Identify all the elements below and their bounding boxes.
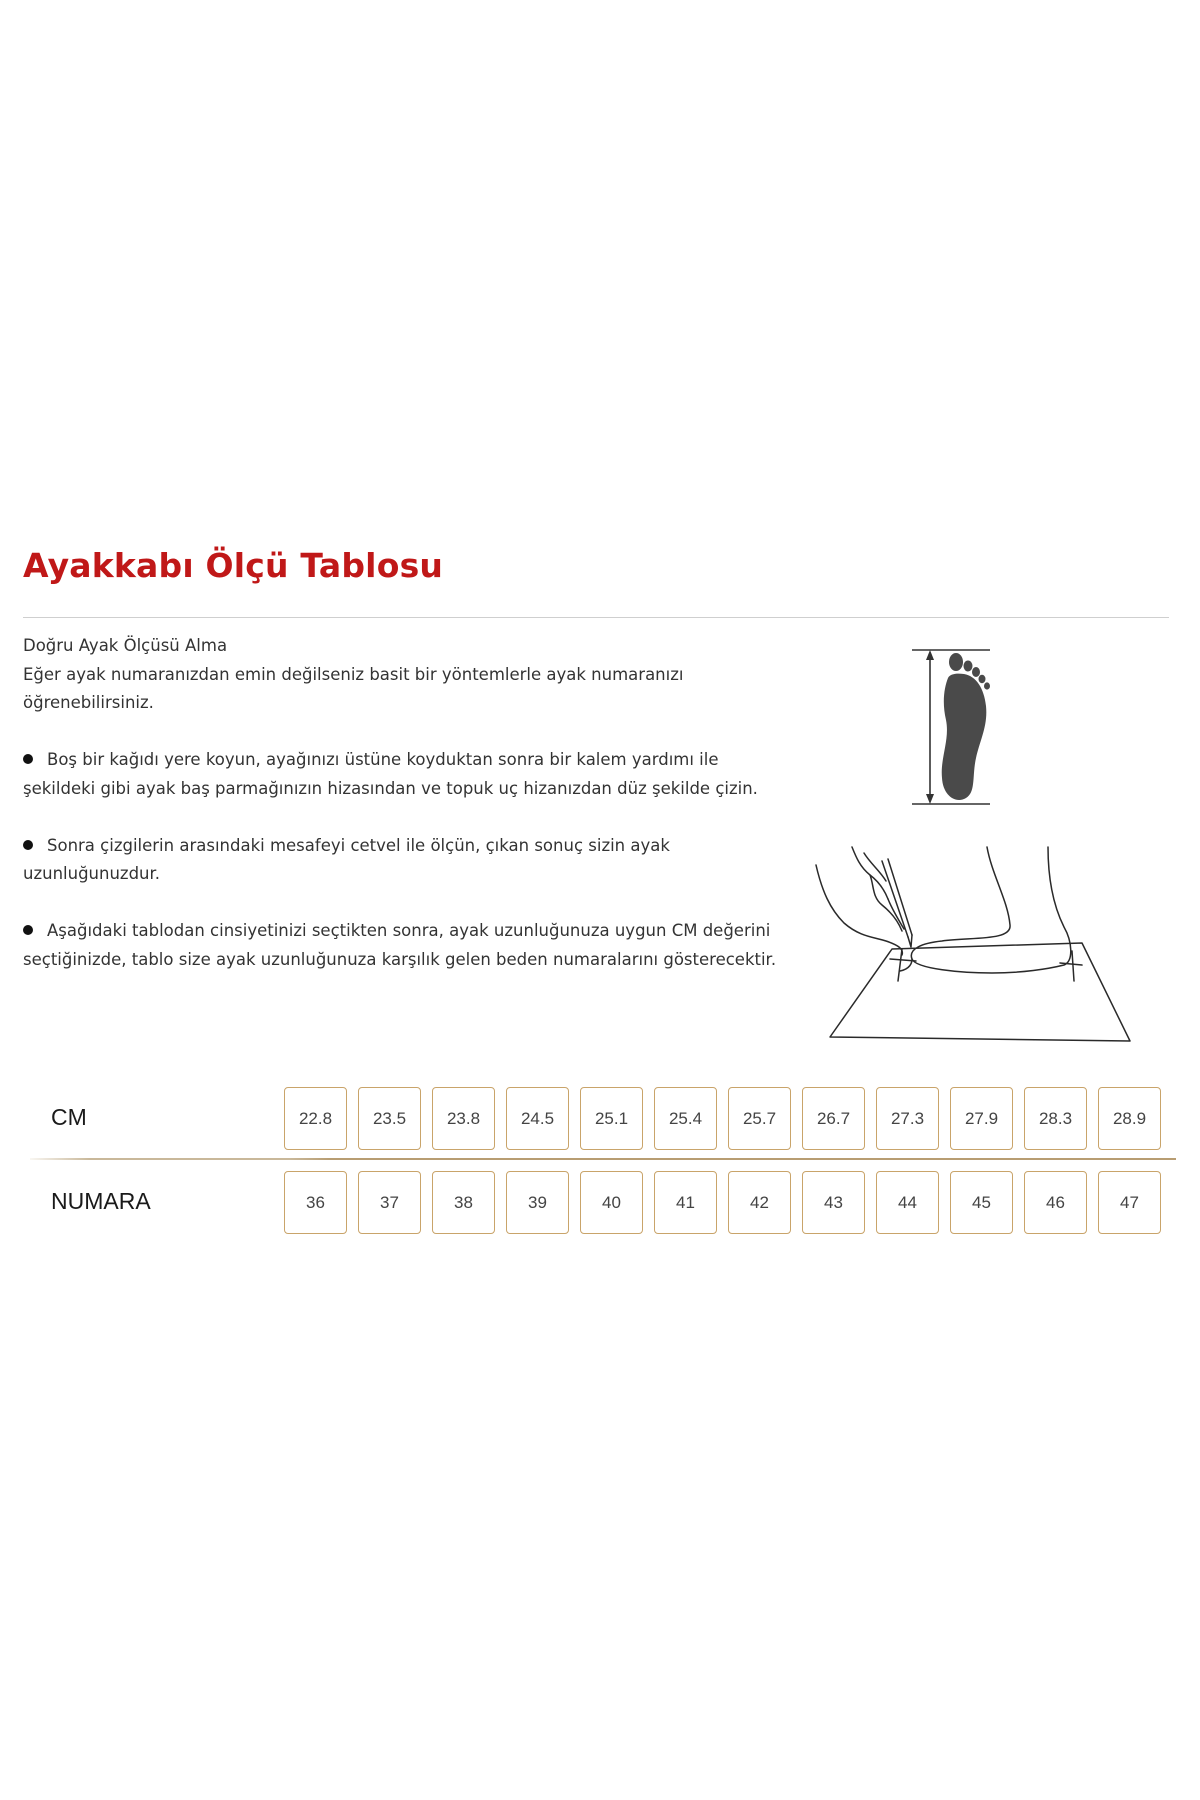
step-1-text: Boş bir kağıdı yere koyun, ayağınızı üstüne koyduktan sonra bir kalem yardımı ile şekildeki gibi ayak baş parmağınızın hizasından ve topuk uç hizanızdan düz şekilde çizin.	[23, 750, 758, 798]
number-cell[interactable]: 40	[580, 1171, 643, 1234]
cm-cell[interactable]: 25.7	[728, 1087, 791, 1150]
table-divider	[30, 1158, 1176, 1160]
title-divider	[23, 617, 1169, 618]
bullet-icon	[23, 925, 33, 935]
number-cell[interactable]: 36	[284, 1171, 347, 1234]
step-1	[23, 746, 793, 803]
number-row-label: NUMARA	[51, 1188, 151, 1214]
cm-cell[interactable]: 28.3	[1024, 1087, 1087, 1150]
bullet-icon	[23, 754, 33, 764]
cm-row	[284, 1087, 1161, 1150]
number-cell[interactable]: 39	[506, 1171, 569, 1234]
number-cell[interactable]: 44	[876, 1171, 939, 1234]
number-cell[interactable]: 47	[1098, 1171, 1161, 1234]
number-cell[interactable]: 38	[432, 1171, 495, 1234]
number-cell[interactable]: 42	[728, 1171, 791, 1234]
cm-cell[interactable]: 26.7	[802, 1087, 865, 1150]
cm-row-label: CM	[51, 1104, 87, 1130]
number-row	[284, 1171, 1161, 1234]
cm-cell[interactable]: 23.8	[432, 1087, 495, 1150]
step-2	[23, 832, 713, 889]
cm-cell[interactable]: 27.3	[876, 1087, 939, 1150]
cm-cell[interactable]: 23.5	[358, 1087, 421, 1150]
number-cell[interactable]: 43	[802, 1171, 865, 1234]
cm-cell[interactable]: 28.9	[1098, 1087, 1161, 1150]
instructions	[23, 632, 793, 974]
cm-cell[interactable]: 22.8	[284, 1087, 347, 1150]
cm-cell[interactable]: 25.1	[580, 1087, 643, 1150]
intro-text: Eğer ayak numaranızdan emin değilseniz basit bir yöntemlerle ayak numaranızı öğrenebilirsiniz.	[23, 664, 684, 712]
foot-measure-icon	[910, 648, 1010, 808]
number-cell[interactable]: 41	[654, 1171, 717, 1234]
number-cell[interactable]: 45	[950, 1171, 1013, 1234]
step-2-text: Sonra çizgilerin arasındaki mesafeyi cetvel ile ölçün, çıkan sonuç sizin ayak uzunluğunuzdur.	[23, 835, 670, 883]
cm-cell[interactable]: 27.9	[950, 1087, 1013, 1150]
step-3-text: Aşağıdaki tablodan cinsiyetinizi seçtikten sonra, ayak uzunluğunuza uygun CM değerini seçtiğinizde, tablo size ayak uzunluğunuza karşılık gelen beden numaralarını gösterecektir.	[23, 921, 777, 969]
intro-heading: Doğru Ayak Ölçüsü Alma	[23, 636, 228, 655]
cm-cell[interactable]: 24.5	[506, 1087, 569, 1150]
number-cell[interactable]: 37	[358, 1171, 421, 1234]
bullet-icon	[23, 840, 33, 850]
page-title: Ayakkabı Ölçü Tablosu	[23, 546, 444, 585]
number-cell[interactable]: 46	[1024, 1171, 1087, 1234]
cm-cell[interactable]: 25.4	[654, 1087, 717, 1150]
hand-drawing-foot-outline-illustration	[812, 845, 1142, 1045]
step-3	[23, 917, 788, 974]
